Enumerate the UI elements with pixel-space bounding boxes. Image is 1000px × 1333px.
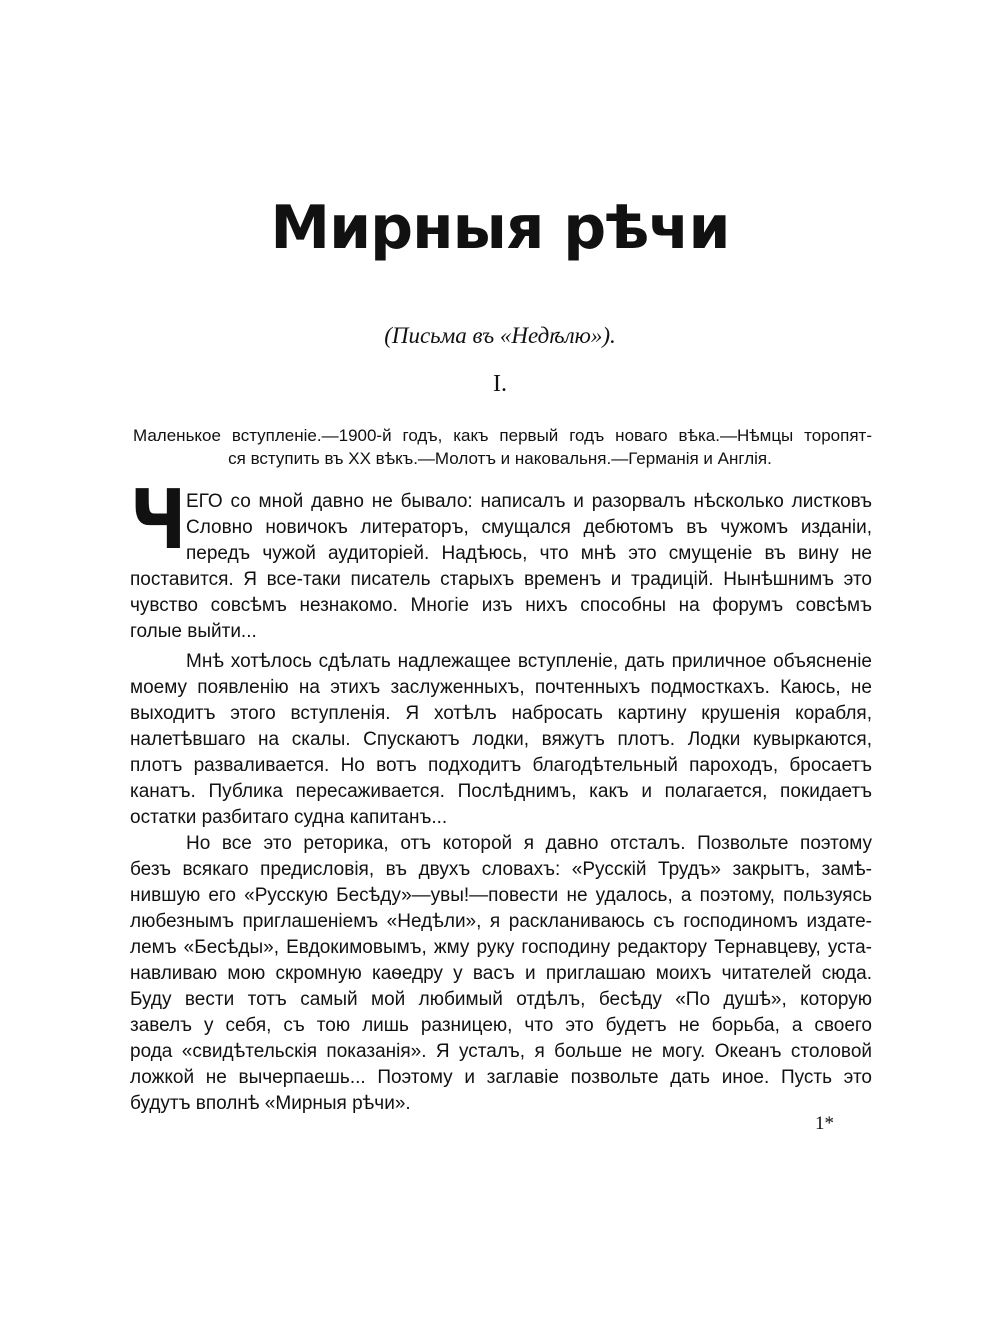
paragraph-2-line: моему появленію на этихъ заслуженныхъ, почтенныхъ подмосткахъ. Каюсь, не: [130, 677, 872, 698]
chapter-summary-line: Маленькое вступленіе.—1900-й годъ, какъ первый годъ новаго вѣка.—Нѣмцы торопят-: [133, 426, 872, 445]
paragraph-2-line: выходитъ этого вступленія. Я хотѣлъ набросать картину крушенія корабля,: [130, 703, 872, 724]
paragraph-1-line: поставится. Я все-таки писатель старыхъ временъ и традицій. Нынѣшнимъ это: [130, 569, 872, 590]
paragraph-2-line: канатъ. Публика пересаживается. Послѣднимъ, какъ и полагается, покидаетъ: [130, 781, 872, 802]
subtitle: (Письма въ «Недѣлю»).: [384, 323, 616, 348]
paragraph-3-line: будутъ вполнѣ «Мирныя рѣчи».: [130, 1093, 411, 1114]
paragraph-1-line: передъ чужой аудиторіей. Надѣюсь, что мнѣ это смущеніе въ вину не: [186, 543, 872, 564]
paragraph-3-line: безъ всякаго предисловія, въ двухъ словахъ: «Русскій Трудъ» закрытъ, замѣ-: [130, 859, 872, 880]
paragraph-1-line: ЕГО со мной давно не бывало: написалъ и разорвалъ нѣсколько листковъ: [186, 491, 872, 512]
paragraph-3-line: Буду вести тотъ самый мой любимый отдѣлъ, бесѣду «По душѣ», которую: [130, 989, 872, 1010]
paragraph-3-line: нившую его «Русскую Бесѣду»—увы!—повести не удалось, а поэтому, пользуясь: [130, 885, 872, 906]
paragraph-1-line: Словно новичокъ литераторъ, смущался дебютомъ въ чужомъ изданіи,: [186, 517, 872, 538]
chapter-summary-line: ся вступить въ XX вѣкъ.—Молотъ и наковальня.—Германія и Англія.: [228, 449, 772, 468]
paragraph-2-line: плотъ разваливается. Но вотъ подходитъ благодѣтельный пароходъ, бросаетъ: [130, 755, 872, 776]
paragraph-3-line: рода «свидѣтельскія показанія». Я усталъ, я больше не могу. Океанъ столовой: [130, 1041, 872, 1062]
paragraph-3-line: Но все это реторика, отъ которой я давно отсталъ. Позвольте поэтому: [186, 833, 872, 854]
paragraph-3-line: лемъ «Бесѣды», Евдокимовымъ, жму руку господину редактору Тернавцеву, уста-: [130, 937, 872, 958]
paragraph-3-line: любезнымъ приглашеніемъ «Недѣли», я раскланиваюсь съ господиномъ издате-: [130, 911, 872, 932]
drop-cap: Ч: [130, 473, 187, 568]
paragraph-2-line: Мнѣ хотѣлось сдѣлать надлежащее вступленіе, дать приличное объясненіе: [186, 651, 872, 672]
paragraph-2-line: остатки разбитаго судна капитанъ...: [130, 807, 448, 828]
paragraph-3-line: завелъ у себя, съ тою лишь разницею, что это будетъ не борьба, а своего: [130, 1015, 872, 1036]
paragraph-1-line: голые выйти...: [130, 621, 257, 642]
paragraph-1-line: чувство совсѣмъ незнакомо. Многіе изъ нихъ способны на форумъ совсѣмъ: [130, 595, 872, 616]
page-number: 1*: [815, 1113, 834, 1134]
paragraph-3-line: ложкой не вычерпаешь... Поэтому и заглавіе позвольте дать иное. Пусть это: [130, 1067, 872, 1088]
section-numeral: I.: [493, 371, 507, 397]
paragraph-3-line: навливаю мою скромную каѳедру у васъ и приглашаю моихъ читателей сюда.: [130, 963, 872, 984]
paragraph-2-line: налетѣвшаго на скалы. Спускаютъ лодки, вяжутъ плотъ. Лодки кувыркаются,: [130, 729, 872, 750]
page-title: Мирныя рѣчи: [270, 193, 730, 263]
